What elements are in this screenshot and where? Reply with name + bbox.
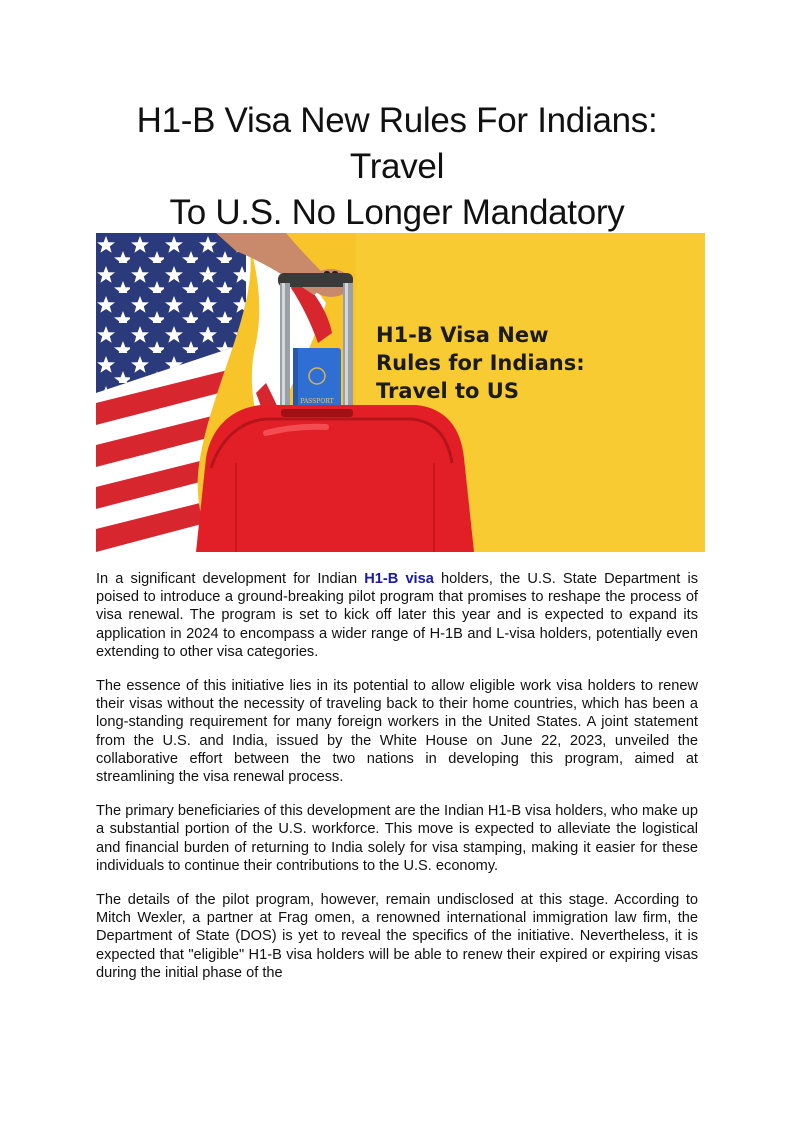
paragraph-4: The details of the pilot program, however, remain undisclosed at this stage. According to Mitch Wexler, a partner at Frag omen, a renowned international immigration law firm, the Department of State (DOS) is yet to reveal the specifics of the initiative. Nevertheless, it is expected that "eligible" H1-B visa holders will be able to renew their expired or expiring visas during the initial phase of the [96, 892, 698, 981]
hero-caption-line-1: H1-B Visa New [376, 323, 549, 347]
hero-caption [376, 321, 676, 405]
paragraph-3: The primary beneficiaries of this development are the Indian H1-B visa holders, who make up a substantial portion of the U.S. workforce. This move is expected to alleviate the logistical and financial burden of returning to India solely for visa stamping, making it easier for these individuals to continue their contributions to the U.S. economy. [96, 803, 698, 874]
title-line-2: To U.S. No Longer Mandatory [169, 193, 625, 232]
hero-image [96, 233, 705, 552]
article-body [96, 570, 698, 998]
paragraph-1 [96, 570, 698, 661]
hero-caption-line-3: Travel to US [376, 379, 519, 403]
article-title [96, 98, 698, 236]
h1b-visa-link[interactable]: H1-B visa [364, 571, 434, 587]
paragraph-1-after: holders, the U.S. State Department is poised to introduce a ground-breaking pilot program that promises to reshape the process of visa renewal. The program is set to kick off later this year and is expected to expand its application in 2024 to encompass a wider range of H-1B and L-visa holders, potentially even extending to other visa categories. [96, 571, 699, 660]
title-line-1: H1-B Visa New Rules For Indians: Travel [136, 101, 658, 186]
passport-label: PASSPORT [300, 398, 334, 405]
hero-caption-line-2: Rules for Indians: [376, 351, 585, 375]
paragraph-2: The essence of this initiative lies in its potential to allow eligible work visa holders to renew their visas without the necessity of traveling back to their home countries, which has been a long-standing requirement for many foreign workers in the United States. A joint statement from the U.S. and India, issued by the White House on June 22, 2023, unveiled the collaborative effort between the two nations in developing this program, aimed at streamlining the visa renewal process. [96, 678, 698, 786]
paragraph-1-before: In a significant development for Indian [96, 571, 365, 587]
